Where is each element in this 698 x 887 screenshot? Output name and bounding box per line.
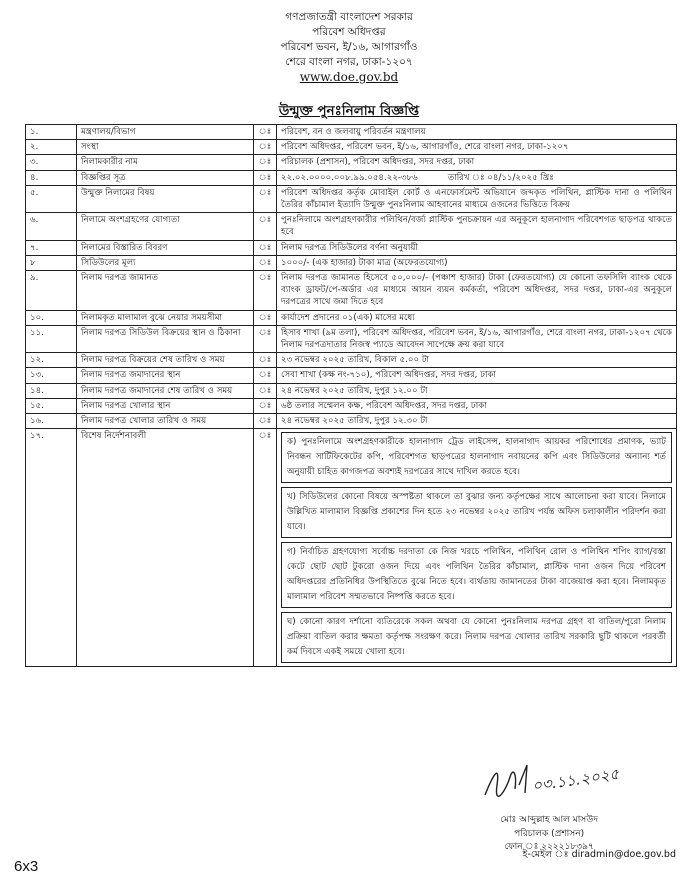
- signature-scribble: [475, 755, 675, 805]
- colon: ঃ: [254, 240, 277, 255]
- instruction-item: খ) সিডিউলের কোনো বিষয়ে অস্পষ্টতা থাকলে তা বুঝার জন্য কর্তৃপক্ষের সাথে আলোচনা করা যাবে। নিলামে উল্লিখিত মালামাল বিজ্ঞপ্তি প্রকাশের দিন হতে ২৩ নভেম্বর ২০২৫ তারিখ পর্যন্ত অফিস চলাকালীন পরিদর্শন করা যাবে।: [281, 487, 672, 538]
- notice-row: [26, 353, 677, 368]
- row-label: নিলাম দরপত্র খোলার তারিখ ও সময়: [77, 414, 254, 429]
- colon: ঃ: [254, 255, 277, 270]
- serial-number: ৬.: [26, 213, 77, 240]
- row-value: [277, 155, 677, 170]
- row-label: নিলাম দরপত্র খোলার স্থান: [77, 398, 254, 413]
- row-value: [277, 325, 677, 352]
- row-value: [277, 240, 677, 255]
- address-line-2: শেরে বাংলা নগর, ঢাকা-১২০৭: [285, 56, 413, 68]
- colon: ঃ: [254, 213, 277, 240]
- colon: ঃ: [254, 368, 277, 383]
- serial-number: ৪.: [26, 170, 77, 185]
- colon: ঃ: [254, 125, 277, 140]
- row-value-text: সেবা শাখা (কক্ষ নং-৭১০), পরিবেশ অধিদপ্তর, সদর দপ্তর, ঢাকা: [281, 370, 497, 381]
- serial-number: ১৬.: [26, 414, 77, 429]
- govt-name: গণপ্রজাতন্ত্রী বাংলাদেশ সরকার: [285, 11, 413, 23]
- colon: ঃ: [254, 398, 277, 413]
- row-label: বিশেষ নির্দেশনাবলী: [77, 429, 254, 667]
- instruction-item: ক) পুনঃনিলামে অংশগ্রহণকারীকে হালনাগাদ ট্রেড লাইসেন্স, হালনাগাদ আয়কর পরিশোধের প্রমাণক, ভ্যাট নিবন্ধন সার্টিফিকেটের কপি, পরিবেশগত ছাড়পত্রের হালনাগাদ নবায়নের কপি এবং সিডিউলের অন্যান্য শর্ত অনুযায়ী চাহিত কাগজপত্র অবশ্যই দরপত্রের সাথে দাখিল করতে হবে।: [281, 432, 672, 483]
- colon: ঃ: [254, 414, 277, 429]
- row-value: [277, 310, 677, 325]
- row-label: নিলাম দরপত্র জমাদানের স্থান: [77, 368, 254, 383]
- serial-number: ১০.: [26, 310, 77, 325]
- notice-row: [26, 398, 677, 413]
- serial-number: ১৭.: [26, 429, 77, 667]
- website-link[interactable]: www.doe.gov.bd: [299, 70, 399, 84]
- row-value-text: নিলাম দরপত্র জামানত হিসেবে ৫০,০০০/- (পঞ্চাশ হাজার) টাকা (ফেরতযোগ্য) যে কোনো তফসিলি ব্যাংক থেকে ব্যাংক ড্রাফট/পে-অর্ডার এর মাধ্যমে আয়ন ব্যয়ন কর্মকর্তা, পরিবেশ অধিদপ্তর, সদর দপ্তর, ঢাকা-এর অনুকূলে দরপত্রের সাথে জমা দিতে হবে: [281, 273, 672, 308]
- signature-block: [500, 800, 598, 855]
- row-label: বিজ্ঞপ্তির সূত্র: [77, 170, 254, 185]
- row-value: [277, 398, 677, 413]
- signatory-designation: পরিচালক (প্রশাসন): [514, 828, 585, 839]
- serial-number: ১১.: [26, 325, 77, 352]
- handwritten-date: ০৩.১১.২০২৫: [531, 764, 621, 795]
- row-value-text: হিসাব শাখা (৯ম তলা), পরিবেশ অধিদপ্তর, পরিবেশ ভবন, ই/১৬, আগারগাঁও, শেরে বাংলা নগর, ঢাকা-১২০৭ থেকে নিলাম দরপত্রদাতার নিজস্ব প্যাডে আবেদন সাপেক্ষে ক্রয় করা যাবে: [281, 327, 672, 351]
- row-label: সিডিউলের মূল্য: [77, 255, 254, 270]
- row-label: মন্ত্রণালয়/বিভাগ: [77, 125, 254, 140]
- serial-number: ৮: [26, 255, 77, 270]
- row-label: নিলাম দরপত্র জমাদানের শেষ তারিখ ও সময়: [77, 383, 254, 398]
- signatory-phone: ফোন ঃ ২২২২১৮৩৯৭: [504, 842, 594, 852]
- row-value-text: নিলাম দরপত্র সিডিউলের বর্ণনা অনুযায়ী: [281, 242, 418, 253]
- row-value-text: ১০০০/- (এক হাজার) টাকা মাত্র (অফেরতযোগ্য): [281, 257, 448, 268]
- notice-row: [26, 213, 677, 240]
- colon: ঃ: [254, 429, 277, 667]
- colon: ঃ: [254, 155, 277, 170]
- notice-row: [26, 240, 677, 255]
- serial-number: ৯.: [26, 271, 77, 311]
- notice-row: [26, 185, 677, 212]
- notice-row: [26, 255, 677, 270]
- row-value-text: ২৩ নভেম্বর ২০২৫ তারিখ, বিকাল ৫.০০ টা: [281, 355, 429, 366]
- row-value: [277, 383, 677, 398]
- row-value: [277, 125, 677, 140]
- special-instructions: [277, 429, 677, 667]
- colon: ঃ: [254, 185, 277, 212]
- serial-number: ১২.: [26, 353, 77, 368]
- serial-number: ৭.: [26, 240, 77, 255]
- colon: ঃ: [254, 271, 277, 311]
- row-value: [277, 368, 677, 383]
- colon: ঃ: [254, 383, 277, 398]
- row-value: [277, 185, 677, 212]
- office-header: [0, 10, 698, 85]
- row-label: নিলামে অংশগ্রহণের যোগ্যতা: [77, 213, 254, 240]
- serial-number: ১৫.: [26, 398, 77, 413]
- row-value-text: পরিবেশ অধিদপ্তর কর্তৃক মোবাইল কোর্ট ও এনফোর্সমেন্ট অভিযানে জব্দকৃত পলিথিন, প্লাস্টিক দানা ও পলিথিন তৈরির কাঁচামাল ইত্যাদি উন্মুক্ত পুনঃনিলাম আহবানের মাধ্যমে ওজনের ভিত্তিতে বিক্রয়: [281, 187, 672, 211]
- row-label: নিলামকারীর নাম: [77, 155, 254, 170]
- address-line-1: পরিবেশ ভবন, ই/১৬, আগারগাঁও: [280, 41, 418, 53]
- row-value: [277, 414, 677, 429]
- row-label: উন্মুক্ত নিলামের বিষয়: [77, 185, 254, 212]
- row-value-text: ৬ষ্ঠ তলার সম্মেলন কক্ষ, পরিবেশ অধিদপ্তর, সদর দপ্তর, ঢাকা: [281, 400, 487, 411]
- notice-row: [26, 310, 677, 325]
- row-label: নিলাম দরপত্র বিক্রয়ের শেষ তারিখ ও সময়: [77, 353, 254, 368]
- serial-number: ২.: [26, 140, 77, 155]
- signatory-name: মোঃ আব্দুল্লাহ আল মাসউদ: [500, 815, 598, 825]
- notice-row: [26, 155, 677, 170]
- row-label: নিলাম দরপত্র জামানত: [77, 271, 254, 311]
- row-value-text: কার্যাদেশ প্রদানের ০১(এক) মাসের মধ্যে: [281, 312, 415, 323]
- row-value: [277, 255, 677, 270]
- special-instructions-row: [26, 429, 677, 667]
- notice-table: [25, 124, 677, 667]
- corner-mark: 6x3: [14, 858, 39, 875]
- row-value-text: ২৪ নভেম্বর ২০২৫ তারিখ, দুপুর ১২.০০ টা: [281, 385, 428, 396]
- serial-number: ১.: [26, 125, 77, 140]
- colon: ঃ: [254, 310, 277, 325]
- notice-row: [26, 271, 677, 311]
- signatory-email[interactable]: ই-মেইল ঃ diradmin@doe.gov.bd: [522, 849, 676, 860]
- serial-number: ৩.: [26, 155, 77, 170]
- notice-row: [26, 140, 677, 155]
- row-value: [277, 170, 677, 185]
- row-value: [277, 353, 677, 368]
- notice-row: [26, 125, 677, 140]
- row-value-text: পরিবেশ অধিদপ্তর, পরিবেশ ভবন, ই/১৬, আগারগাঁও, শেরে বাংলা নগর, ঢাকা-১২০৭: [281, 142, 569, 153]
- reference-date: তারিখ ঃ ০৪/১১/২০২৫ খ্রিঃ: [447, 172, 554, 183]
- instruction-item: ঘ) কোনো কারণ দর্শানো ব্যতিরেকে সকল অথবা যে কোনো পুনঃনিলাম দরপত্র গ্রহণ বা বাতিল/পুরো নিলাম প্রক্রিয়া বাতিল করার ক্ষমতা কর্তৃপক্ষ সংরক্ষণ করে। নিলাম দরপত্র খোলার তারিখ সরকারি ছুটি থাকলে পরবর্তী কর্ম দিবসে একই সময়ে খোলা হবে।: [281, 612, 672, 663]
- row-value-text: ২৪ নভেম্বর ২০২৫ তারিখ, দুপুর ১২.৩০ টা: [281, 416, 428, 427]
- row-value-text: পরিচালক (প্রশাসন), পরিবেশ অধিদপ্তর, সদর দপ্তর, ঢাকা: [281, 157, 475, 168]
- notice-row: [26, 414, 677, 429]
- notice-title: উন্মুক্ত পুনঃনিলাম বিজ্ঞপ্তি: [278, 103, 420, 119]
- colon: ঃ: [254, 140, 277, 155]
- serial-number: ১৩.: [26, 368, 77, 383]
- serial-number: ১৪.: [26, 383, 77, 398]
- notice-row: [26, 368, 677, 383]
- row-label: নিলামকৃত মালামাল বুঝে নেয়ার সময়সীমা: [77, 310, 254, 325]
- row-value: [277, 140, 677, 155]
- row-label: সংস্থা: [77, 140, 254, 155]
- colon: ঃ: [254, 325, 277, 352]
- instruction-item: গ) নির্বাচিত গ্রহণযোগ্য সর্বোচ্চ দরদাতা কে নিজ খরচে পলিথিন, পলিথিন রোল ও পলিথিন শপিং ব্যাগ/বস্তা কেটে ছোট ছোট টুকরো ওজন দিয়ে এবং পলিথিন তৈরির কাঁচামাল, প্লাস্টিক দানা ওজন দিয়ে পরিবেশ অধিদপ্তরের প্রতিনিধির উপস্থিতিতে বুঝে নিতে হবে। ব্যর্থতায় জামানতের টাকা বাজেয়াপ্ত করা হবে। নিলামকৃত মালামাল পরিবেশ সম্মতভাবে নিষ্পত্তি করতে হবে।: [281, 542, 672, 608]
- row-value-text: পরিবেশ, বন ও জলবায়ু পরিবর্তন মন্ত্রণালয়: [281, 127, 426, 137]
- colon: ঃ: [254, 353, 277, 368]
- notice-row: [26, 325, 677, 352]
- row-value: [277, 213, 677, 240]
- notice-row: [26, 383, 677, 398]
- serial-number: ৫.: [26, 185, 77, 212]
- colon: ঃ: [254, 170, 277, 185]
- department-name: পরিবেশ অধিদপ্তর: [312, 26, 386, 38]
- row-label: নিলামের বিস্তারিত বিবরণ: [77, 240, 254, 255]
- notice-row: [26, 170, 677, 185]
- row-value: [277, 271, 677, 311]
- row-label: নিলাম দরপত্র সিডিউল বিক্রয়ের স্থান ও ঠিকানা: [77, 325, 254, 352]
- row-value-text: ২২.০২.০০০০.০০৮.৯৯.০৫৪.২২-৩৮৬: [281, 172, 418, 183]
- row-value-text: পুনঃনিলামে অংশগ্রহণকারীর পলিথিন/বর্জ্য প্লাস্টিক পুনচক্রায়ন এর অনুকূলে হালনাগাদ পরিবেশগত ছাড়পত্র থাকতে হবে: [281, 215, 672, 238]
